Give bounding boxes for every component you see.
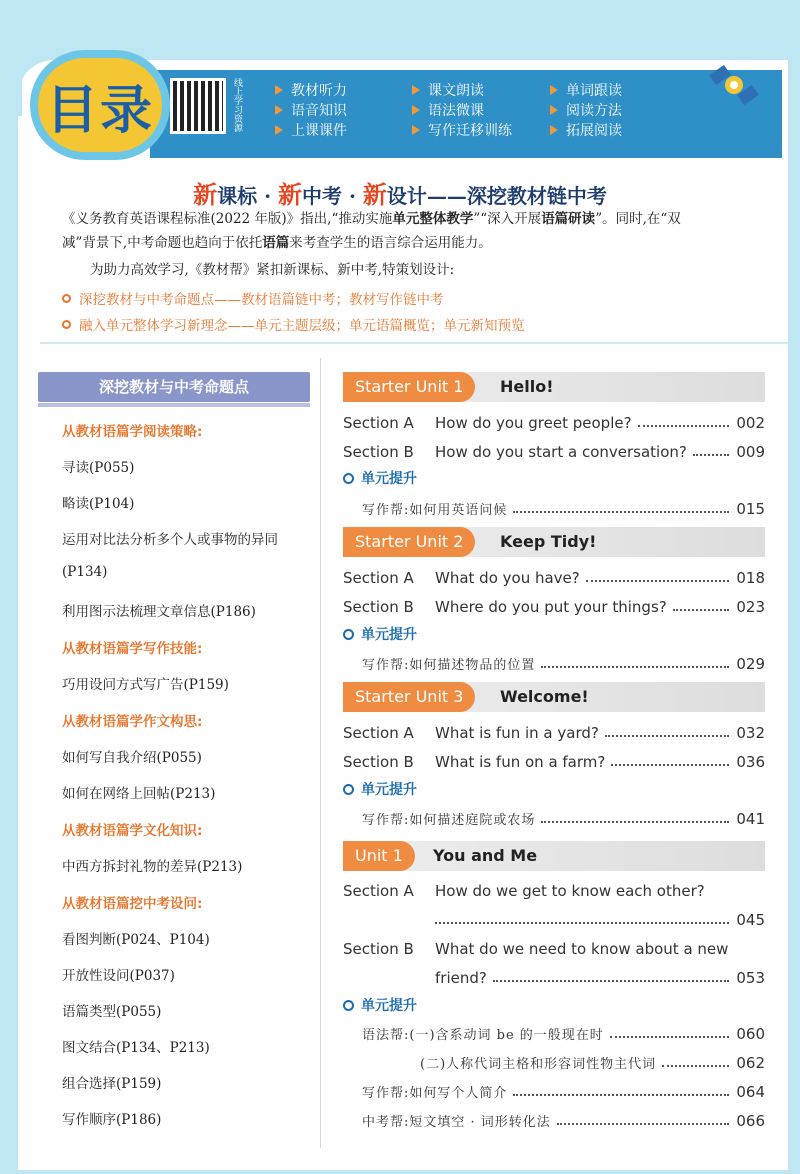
toc-row-cont[interactable]: 045 (435, 905, 765, 929)
left-item[interactable]: (P134) (62, 564, 108, 580)
page-title: 新课标 · 新中考 · 新设计——深挖教材链中考 (193, 180, 607, 209)
toc-subrow[interactable]: 写作帮:如何用英语问候 015 (362, 500, 765, 518)
toc-row-cont[interactable]: friend? 053 (435, 969, 765, 987)
toc-row[interactable]: Section A What do you have? 018 (343, 569, 765, 587)
ring-icon (343, 1000, 354, 1011)
left-item[interactable]: 开放性设问(P037) (62, 968, 175, 984)
toc-row[interactable]: Section A How do you greet people? 002 (343, 414, 765, 432)
unit-name[interactable]: Welcome! (500, 687, 589, 706)
unit-name[interactable]: Keep Tidy! (500, 532, 597, 551)
qr-code-icon[interactable] (170, 78, 226, 134)
feature-item[interactable]: 拓展阅读 (550, 120, 622, 140)
arrow-icon (275, 125, 283, 135)
left-item[interactable]: 图文结合(P134、P213) (62, 1040, 210, 1056)
feature-item[interactable]: 教材听力 (275, 80, 347, 100)
feature-item[interactable]: 上课课件 (275, 120, 347, 140)
divider (40, 342, 788, 344)
feature-item[interactable]: 单词跟读 (550, 80, 622, 100)
left-item[interactable]: 写作顺序(P186) (62, 1112, 162, 1128)
toc-subrow[interactable]: 写作帮:如何描述物品的位置 029 (362, 655, 765, 673)
toc-row[interactable]: Section B Where do you put your things? 023 (343, 598, 765, 616)
left-section-title: 从教材语篇学写作技能: (62, 641, 203, 657)
toc-subrow[interactable]: 语法帮:(一)含系动词 be 的一般现在时 060 (362, 1025, 765, 1043)
unit-name[interactable]: You and Me (433, 846, 538, 865)
arrow-icon (275, 105, 283, 115)
unit-improve-heading: 单元提升 (343, 624, 417, 644)
circle-bullet-icon (62, 320, 71, 329)
left-item[interactable]: 语篇类型(P055) (62, 1004, 162, 1020)
toc-subrow[interactable]: 写作帮:如何描述庭院或农场 041 (362, 810, 765, 828)
toc-row[interactable]: Section B What is fun on a farm? 036 (343, 753, 765, 771)
intro-line-3: 为助力高效学习,《教材帮》紧扣新课标、新中考,特策划设计: (90, 262, 455, 278)
toc-row[interactable]: Section A How do we get to know each other? (343, 882, 705, 900)
intro-line-1: 《义务教育英语课程标准(2022 年版)》指出,“推动实施单元整体教学”“深入开展语篇研读”。同时,在“双 (62, 211, 681, 227)
left-item[interactable]: 利用图示法梳理文章信息(P186) (62, 604, 256, 620)
left-section-title: 从教材语篇挖中考设问: (62, 896, 203, 912)
left-item[interactable]: 如何在网络上回帖(P213) (62, 786, 216, 802)
arrow-icon (550, 85, 558, 95)
satellite-icon (705, 55, 765, 115)
left-section-title: 从教材语篇学阅读策略: (62, 424, 203, 440)
qr-label: 线上学习资源 (232, 78, 242, 132)
left-item[interactable]: 如何写自我介绍(P055) (62, 750, 202, 766)
unit-improve-heading: 单元提升 (343, 779, 417, 799)
feature-item[interactable]: 语法微课 (412, 100, 484, 120)
arrow-icon (550, 105, 558, 115)
left-heading: 深挖教材与中考命题点 (38, 372, 310, 402)
left-item[interactable]: 组合选择(P159) (62, 1076, 162, 1092)
left-item[interactable]: 略读(P104) (62, 496, 135, 512)
left-item[interactable]: 看图判断(P024、P104) (62, 932, 210, 948)
unit-tag[interactable]: Unit 1 (343, 841, 415, 871)
unit-improve-heading: 单元提升 (343, 995, 417, 1015)
ring-icon (343, 629, 354, 640)
ring-icon (343, 784, 354, 795)
arrow-icon (412, 85, 420, 95)
highlight-bullet: 融入单元整体学习新理念——单元主题层级；单元语篇概览；单元新知预览 (62, 314, 525, 334)
left-section-title: 从教材语篇学文化知识: (62, 823, 203, 839)
left-item[interactable]: 运用对比法分析多个人或事物的异同 (62, 532, 278, 548)
unit-tag[interactable]: Starter Unit 3 (343, 682, 475, 712)
feature-item[interactable]: 课文朗读 (412, 80, 484, 100)
unit-tag[interactable]: Starter Unit 1 (343, 372, 475, 402)
toc-row[interactable]: Section A What is fun in a yard? 032 (343, 724, 765, 742)
left-item[interactable]: 中西方拆封礼物的差异(P213) (62, 859, 243, 875)
intro-line-2: 减”背景下,中考命题也趋向于依托语篇来考查学生的语言综合运用能力。 (62, 235, 492, 251)
feature-item[interactable]: 阅读方法 (550, 100, 622, 120)
circle-bullet-icon (62, 294, 71, 303)
toc-subrow[interactable]: (二)人称代词主格和形容词性物主代词 062 (420, 1054, 765, 1072)
arrow-icon (550, 125, 558, 135)
ring-icon (343, 473, 354, 484)
left-item[interactable]: 巧用设问方式写广告(P159) (62, 677, 229, 693)
column-divider (320, 358, 321, 1148)
arrow-icon (412, 105, 420, 115)
feature-item[interactable]: 语音知识 (275, 100, 347, 120)
highlight-bullet: 深挖教材与中考命题点——教材语篇链中考；教材写作链中考 (62, 288, 444, 308)
toc-subrow[interactable]: 中考帮:短文填空 · 词形转化法 066 (362, 1112, 765, 1130)
left-item[interactable]: 寻读(P055) (62, 460, 135, 476)
toc-subrow[interactable]: 写作帮:如何写个人简介 064 (362, 1083, 765, 1101)
arrow-icon (412, 125, 420, 135)
toc-row[interactable]: Section B What do we need to know about a new (343, 940, 729, 958)
contents-logo: 目录 (30, 50, 170, 160)
feature-item[interactable]: 写作迁移训练 (412, 120, 512, 140)
arrow-icon (275, 85, 283, 95)
left-section-title: 从教材语篇学作文构思: (62, 714, 203, 730)
toc-row[interactable]: Section B How do you start a conversation? 009 (343, 443, 765, 461)
unit-name[interactable]: Hello! (500, 377, 554, 396)
unit-improve-heading: 单元提升 (343, 468, 417, 488)
unit-tag[interactable]: Starter Unit 2 (343, 527, 475, 557)
